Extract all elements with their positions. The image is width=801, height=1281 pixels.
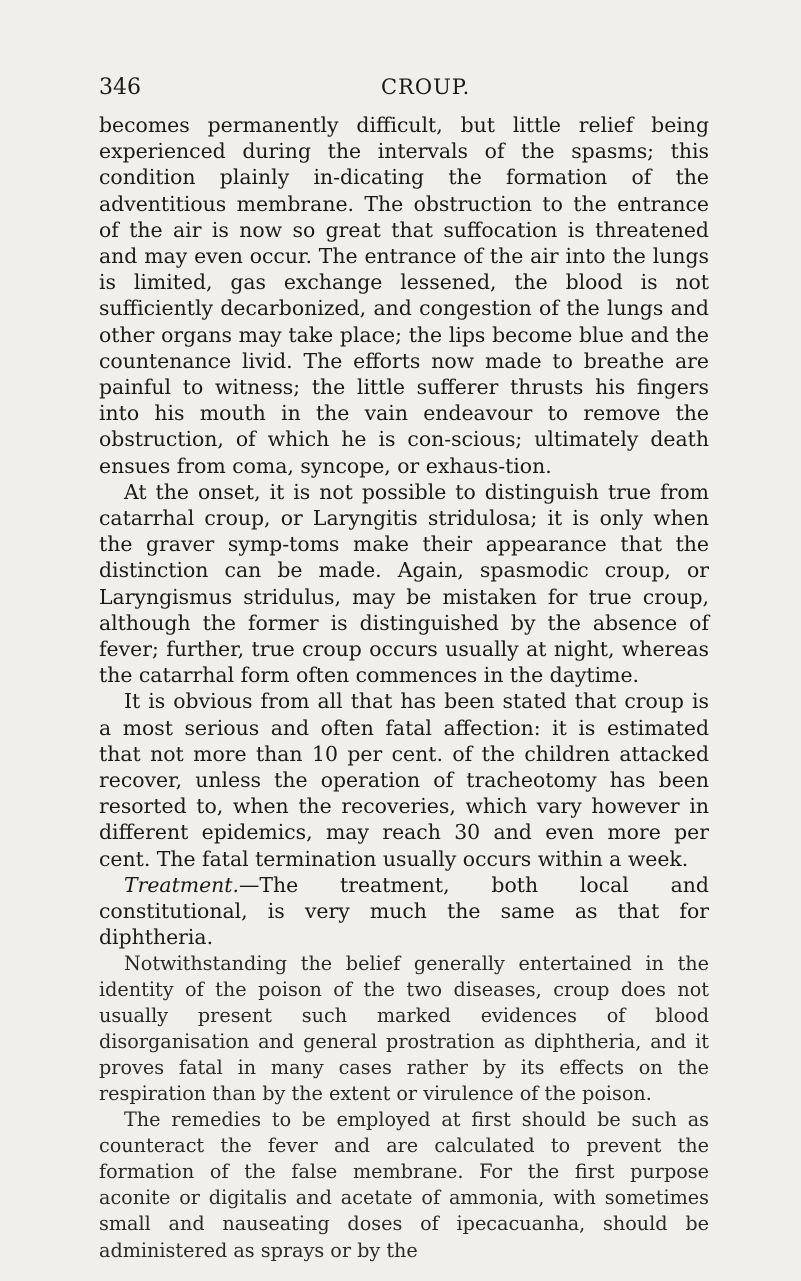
paragraph: becomes permanently difficult, but little relief being experienced during the intervals of the spasms; this condition plainly in-dicating the formation of the adventitious membrane. The obstruction to the entrance of the air is now so great that suffocation is threatened and may even occur. The entrance of the air into the lungs is limited, gas exchange lessened, the blood is not sufficiently decarbonized, and congestion of the lungs and other organs may take place; the lips become blue and the countenance livid. The efforts now made to breathe are painful to witness; the little sufferer thrusts his fingers into his mouth in the vain endeavour to remove the obstruction, of which he is con-scious; ultimately death ensues from coma, syncope, or exhaus-tion. [99,113,709,478]
running-header [99,75,699,105]
paragraph: It is obvious from all that has been stated that croup is a most serious and often fatal affection: it is estimated that not more than 10 per cent. of the children attacked recover, unless the operation of tracheotomy has been resorted to, when the recoveries, which vary however in different epidemics, may reach 30 and even more per cent. The fatal termination usually occurs within a week. [99,689,709,871]
paragraph [99,872,709,951]
paragraph: The remedies to be employed at first should be such as counteract the fever and are calculated to prevent the formation of the false membrane. For the first purpose aconite or digitalis and acetate of ammonia, with sometimes small and nauseating doses of ipecacuanha, should be administered as sprays or by the [99,1108,709,1262]
paragraph: At the onset, it is not possible to distinguish true from catarrhal croup, or Laryngitis stridulosa; it is only when the graver symp-toms make their appearance that the distinction can be made. Again, spasmodic croup, or Laryngismus stridulus, may be mistaken for true croup, although the former is distinguished by the absence of fever; further, true croup occurs usually at night, whereas the catarrhal form often commences in the daytime. [99,479,709,688]
page-number: 346 [99,75,141,100]
body-text [99,112,709,1264]
section-heading: Treatment. [124,872,239,897]
paragraph-text: —The treatment, both local and constitutional, is very much the same as that for diphtheria. [99,872,709,950]
running-title: CROUP. [381,75,471,99]
paragraph: Notwithstanding the belief generally entertained in the identity of the poison of the two diseases, croup does not usually present such marked evidences of blood disorganisation and general prostration as diphtheria, and it proves fatal in many cases rather by its effects on the respiration than by the extent or virulence of the poison. [99,951,709,1105]
